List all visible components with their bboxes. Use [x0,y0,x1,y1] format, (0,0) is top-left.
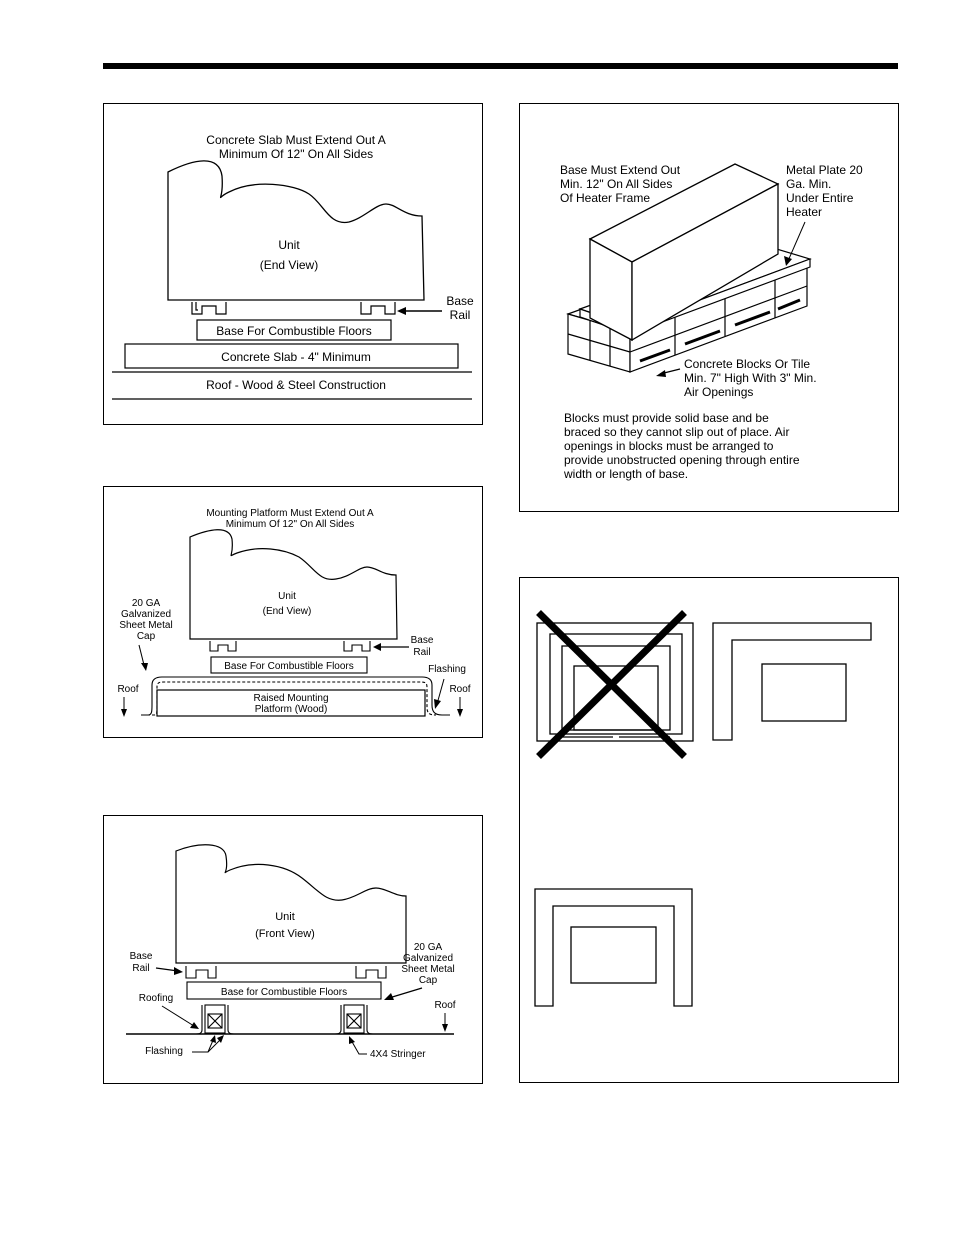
concrete-slab-diagram [104,104,482,424]
roofing-arrowhead [190,1022,199,1029]
end-view-label: (End View) [262,606,312,617]
blocks-note-line4: provide unobstructed opening through entire [564,453,800,467]
metal-plate-line2: Ga. Min. [786,177,832,191]
blocks-arrowhead [656,370,666,377]
end-view-label: (End View) [259,258,319,272]
blocks-note-line3: openings in blocks must be arranged to [564,439,774,453]
cap-label-line1: 20 GA [413,942,443,953]
cap-label-line2: Galvanized [402,953,454,964]
cap-leader [139,645,144,665]
roof-left-label: Roof [117,684,139,695]
base-rail-arrowhead [174,967,183,975]
cap-arrow [389,988,422,998]
blocks-note-line2: braced so they cannot slip out of place. Air [564,425,790,439]
header-rule [103,63,898,69]
cap-label-line3: Sheet Metal [401,964,455,975]
stringer-arrowhead [349,1036,355,1044]
base-rail-right [344,641,370,651]
platform-title-line1: Mounting Platform Must Extend Out A [206,508,374,519]
figure-concrete-blocks [519,103,899,512]
slab-label: Concrete Slab - 4" Minimum [221,350,371,364]
stringer-right [335,1005,373,1034]
metal-plate-line3: Under Entire [786,191,854,205]
roof-label: Roof [434,1000,456,1011]
front-view-label: (Front View) [255,928,315,940]
base-rail-left [186,966,216,978]
cap-arrowhead [141,663,148,671]
base-rail-label-line2: Rail [449,308,471,322]
base-rail-label-line2: Rail [413,647,431,658]
roofing-label: Roofing [138,993,174,1004]
metal-plate-line4: Heater [786,205,823,219]
base-rail-label-line1: Base [446,294,474,308]
base-rail-arrowhead [373,643,381,651]
platform-label-line1: Raised Mounting [253,693,329,704]
roof-arrowhead [442,1024,448,1032]
cap-label-line3: Sheet Metal [119,620,173,631]
metal-plate-line1: Metal Plate 20 [786,163,863,177]
slab-title-line1: Concrete Slab Must Extend Out A [206,133,386,147]
base-label: Base For Combustible Floors [216,324,372,338]
blocks-label-line2: Min. 7" High With 3" Min. [684,371,817,385]
base-rail-label-line1: Base [129,951,153,962]
base-rail-label-line2: Rail [132,963,150,974]
cap-label-line2: Galvanized [120,609,172,620]
blocks-label-line3: Air Openings [684,385,754,399]
unit-outline [190,530,397,639]
roofing-leader [162,1006,194,1026]
base-rail-right [361,302,395,314]
roof-label: Roof - Wood & Steel Construction [206,378,386,392]
unit-label: Unit [275,911,295,923]
flashing-arrowhead-1 [210,1035,216,1043]
figure-concrete-slab [103,103,483,425]
mounting-platform-diagram [104,487,482,737]
base-label: Base for Combustible Floors [220,987,348,998]
unit-label: Unit [278,591,296,602]
base-rail-label-line1: Base [410,635,434,646]
base-rail-left [210,641,236,651]
cap-label-line4: Cap [418,975,438,986]
correct-arrangement-corner [713,623,871,740]
correct-arrangement-u [535,889,692,1006]
base-rail-arrowhead [397,307,406,315]
cap-label-line1: 20 GA [131,598,161,609]
stringer-label: 4X4 Stringer [370,1049,426,1060]
flashing-label: Flashing [145,1046,183,1057]
unit-outline [168,161,424,300]
roof-right-label: Roof [449,684,471,695]
blocks-label-line1: Concrete Blocks Or Tile [684,357,811,371]
concrete-blocks-diagram [520,104,898,511]
slab-title-line2: Minimum Of 12" On All Sides [218,147,374,161]
cap-arrowhead [384,993,394,1000]
figure-curb-arrangement [519,577,899,1083]
curb-arrangement-diagram [520,578,898,1082]
base-extend-line3: Of Heater Frame [560,191,651,205]
stringer-mounting-diagram [104,816,482,1083]
flashing-label: Flashing [428,664,466,675]
blocks-note-line5: width or length of base. [564,467,689,481]
platform-label-line2: Platform (Wood) [254,704,328,715]
platform-title-line2: Minimum Of 12" On All Sides [225,519,355,530]
cap-label-line4: Cap [136,631,156,642]
stringer-left [196,1005,234,1034]
base-rail-right [356,966,386,978]
base-rail-left [192,302,226,314]
unit-label: Unit [278,238,300,252]
blocks-note-line1: Blocks must provide solid base and be [564,411,769,425]
figure-stringer-mounting [103,815,483,1084]
roof-right-arrowhead [457,709,463,717]
base-label: Base For Combustible Floors [224,661,354,672]
flashing-arrowhead [434,699,441,709]
unit-outline [176,845,406,963]
roof-left-arrowhead [121,709,127,717]
base-extend-line2: Min. 12" On All Sides [560,177,673,191]
figure-mounting-platform [103,486,483,738]
base-extend-line1: Base Must Extend Out [560,163,681,177]
